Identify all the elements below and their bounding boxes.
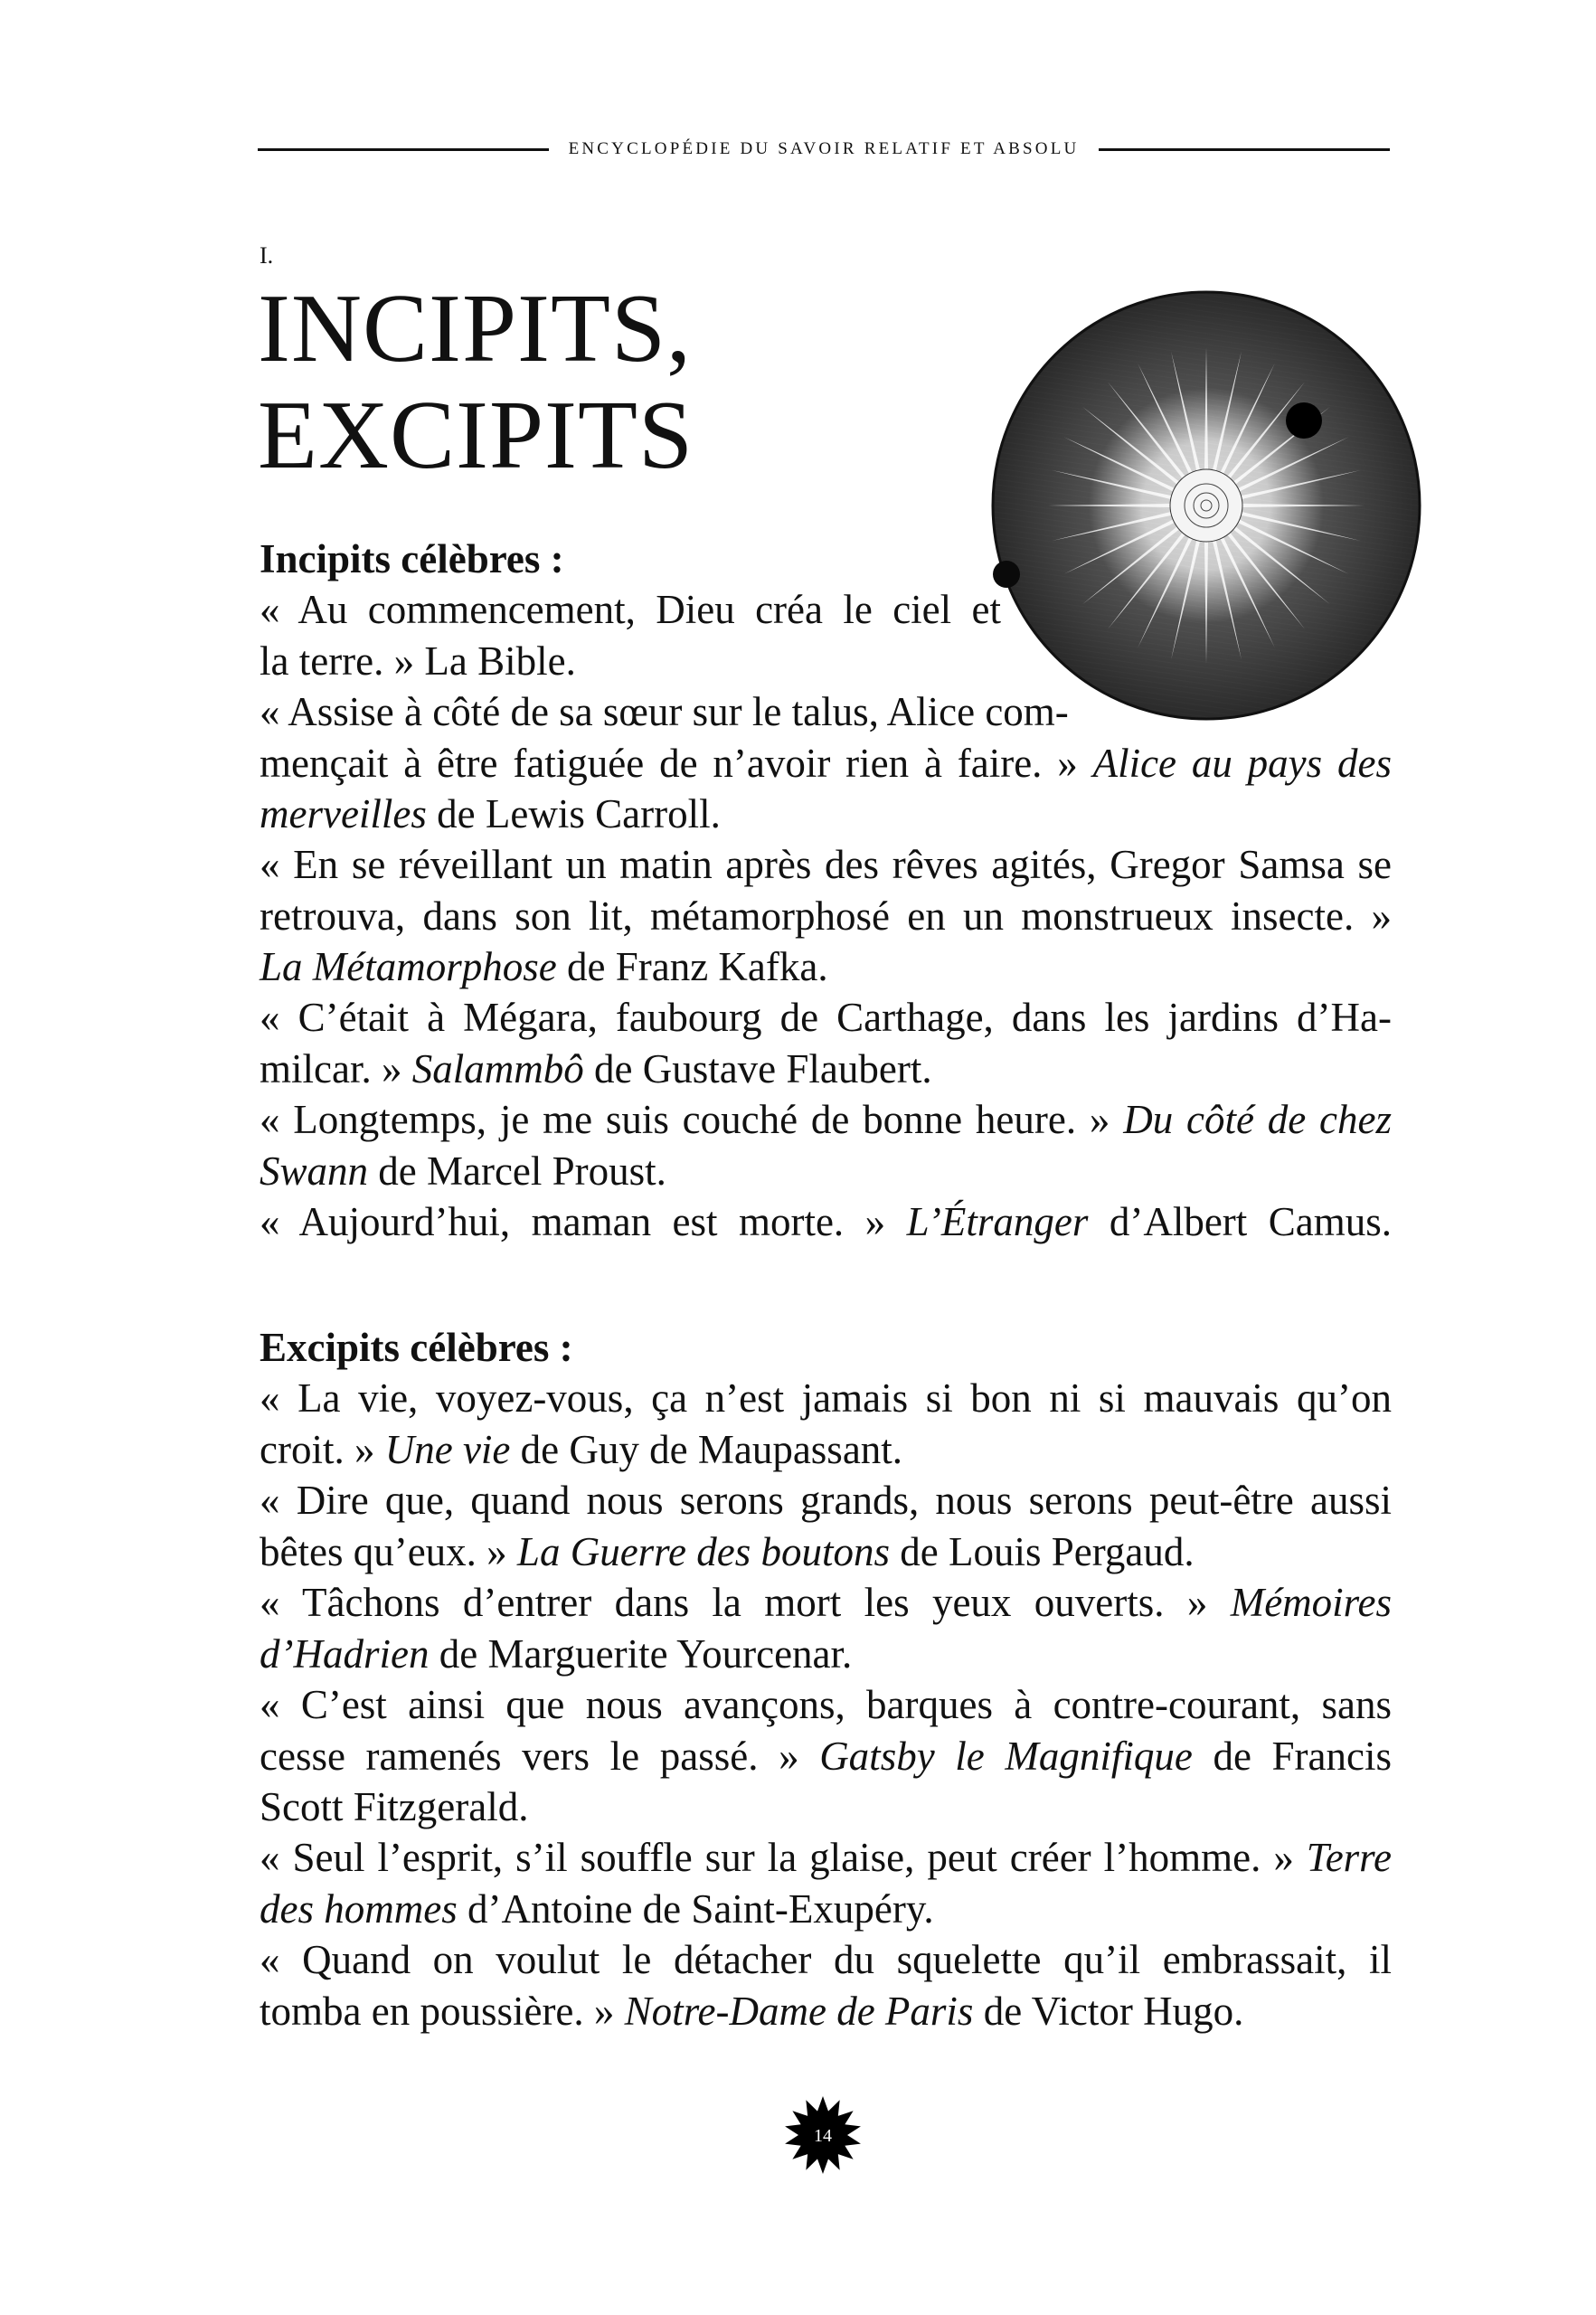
running-header	[258, 134, 1390, 165]
chapter-title-line-2: EXCIPITS	[258, 382, 694, 489]
chapter-title	[258, 276, 694, 489]
incipits-heading: Incipits célèbres :	[260, 536, 564, 581]
solar-system-engraving-icon	[990, 289, 1422, 722]
incipit-kafka: « En se réveillant un matin après des rêves agités, Gregor Samsa se retrouva, dans son lit, métamorphosé en un monstrueux insecte. » La Métamorphose de Franz Kafka.	[260, 842, 1392, 989]
incipit-alice: « Assise à côté de sa sœur sur le talus, Alice com- mençait à être fatiguée de n’avoir rien à faire. » Alice au pays des merveilles de Lewis Carroll.	[260, 689, 1392, 836]
planet-upper-right	[1286, 402, 1322, 439]
running-title: ENCYCLOPÉDIE DU SAVOIR RELATIF ET ABSOLU	[568, 139, 1080, 158]
incipit-camus: « Aujourd’hui, maman est morte. » L’Étranger d’Albert Camus.	[260, 1199, 1392, 1244]
excipit-saint-exupery: « Seul l’esprit, s’il souffle sur la glaise, peut créer l’homme. » Terre des hommes d’Antoine de Saint-Exupéry.	[260, 1835, 1392, 1932]
chapter-number: I.	[260, 242, 274, 269]
excipit-hugo: « Quand on voulut le détacher du squelette qu’il embrassait, il tomba en poussière. » Notre-Dame de Paris de Victor Hugo.	[260, 1937, 1392, 2034]
excipits-heading: Excipits célèbres :	[260, 1325, 573, 1370]
excipit-maupassant: « La vie, voyez-vous, ça n’est jamais si bon ni si mauvais qu’on croit. » Une vie de Guy de Maupassant.	[260, 1375, 1392, 1472]
excipit-fitzgerald: « C’est ainsi que nous avançons, barques à contre-courant, sans cesse ramenés vers le passé. » Gatsby le Magnifique de Francis Scott Fitzgerald.	[260, 1682, 1393, 1829]
excipit-yourcenar: « Tâchons d’entrer dans la mort les yeux ouverts. » Mémoires d’Hadrien de Marguerite Yourcenar.	[260, 1580, 1392, 1677]
page-number: 14	[814, 2126, 832, 2146]
header-rule-right	[1099, 148, 1390, 151]
excipit-pergaud: « Dire que, quand nous serons grands, nous serons peut-être aussi bêtes qu’eux. » La Guerre des boutons de Louis Pergaud.	[260, 1478, 1392, 1574]
starburst-icon	[783, 2095, 863, 2175]
header-rule-left	[258, 148, 549, 151]
incipit-flaubert: « C’était à Mégara, faubourg de Carthage, dans les jardins d’Ha- milcar. » Salammbô de Gustave Flaubert.	[260, 995, 1392, 1091]
chapter-title-line-1: INCIPITS,	[258, 275, 693, 383]
incipit-proust: « Longtemps, je me suis couché de bonne heure. » Du côté de chez Swann de Marcel Proust.	[260, 1097, 1392, 1194]
incipit-bible: « Au commencement, Dieu créa le ciel et la terre. » La Bible.	[260, 587, 1001, 684]
